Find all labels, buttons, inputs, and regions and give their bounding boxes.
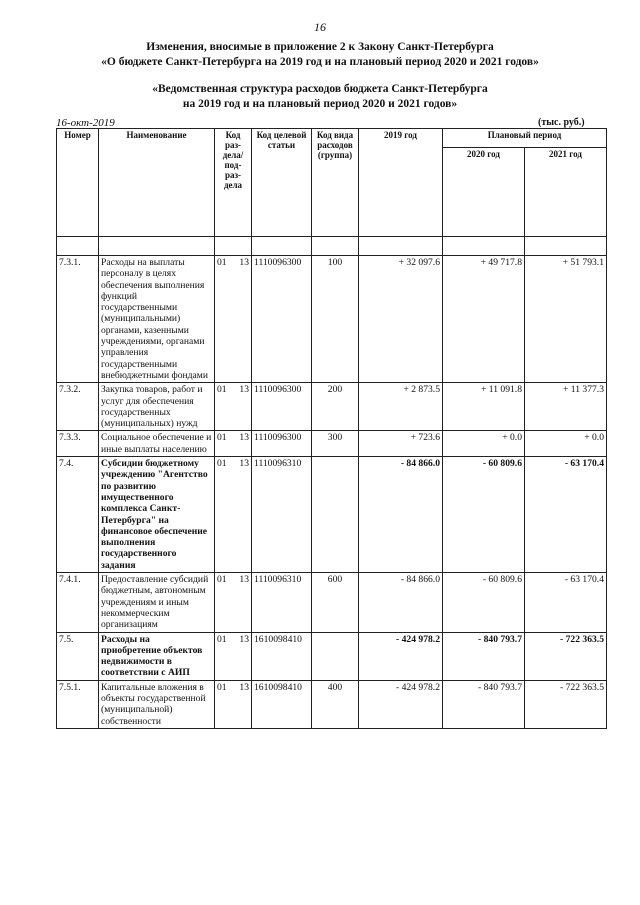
col-header-kind: Код вида расходов (группа) bbox=[312, 129, 359, 237]
row-number: 7.5. bbox=[57, 632, 99, 680]
row-section: 01 bbox=[217, 574, 227, 586]
row-subsection: 13 bbox=[239, 458, 249, 470]
row-value-2020: - 60 809.6 bbox=[443, 573, 525, 632]
row-value-2020: + 11 091.8 bbox=[443, 383, 525, 431]
row-kind-code bbox=[312, 457, 359, 573]
row-name: Социальное обеспечение и иные выплаты населению bbox=[99, 431, 215, 457]
row-section: 01 bbox=[217, 633, 227, 645]
row-name: Расходы на приобретение объектов недвижимости в соответствии с АИП bbox=[99, 632, 215, 680]
table-row bbox=[57, 256, 607, 383]
row-value-2019: - 424 978.2 bbox=[359, 632, 443, 680]
row-target-code: 1610098410 bbox=[252, 680, 312, 728]
row-value-2021: + 11 377.3 bbox=[525, 383, 607, 431]
table-row bbox=[57, 383, 607, 431]
table-row bbox=[57, 632, 607, 680]
row-subsection: 13 bbox=[239, 257, 249, 268]
row-number: 7.3.2. bbox=[57, 383, 99, 431]
row-target-code: 1110096310 bbox=[252, 573, 312, 632]
row-subsection: 13 bbox=[239, 633, 249, 645]
row-section: 01 bbox=[217, 432, 227, 444]
row-value-2020: + 0.0 bbox=[443, 431, 525, 457]
row-section: 01 bbox=[217, 257, 227, 268]
row-section-code bbox=[215, 573, 252, 632]
col-header-2020: 2020 год bbox=[443, 148, 525, 237]
row-section: 01 bbox=[217, 384, 227, 396]
row-number: 7.4. bbox=[57, 457, 99, 573]
row-target-code: 1110096300 bbox=[252, 383, 312, 431]
table-row bbox=[57, 457, 607, 573]
col-header-2019: 2019 год bbox=[359, 129, 443, 237]
row-target-code: 1610098410 bbox=[252, 632, 312, 680]
row-target-code: 1110096300 bbox=[252, 256, 312, 383]
row-value-2019: + 32 097.6 bbox=[359, 256, 443, 383]
row-number: 7.5.1. bbox=[57, 680, 99, 728]
row-value-2021: + 51 793.1 bbox=[525, 256, 607, 383]
row-subsection: 13 bbox=[239, 432, 249, 444]
row-target-code: 1110096300 bbox=[252, 431, 312, 457]
col-header-number: Номер bbox=[57, 129, 99, 237]
row-name: Расходы на выплаты персоналу в целях обеспечения выполнения функций государственными (муниципальными) органами, казенными учреждениями, органами управления государственными внебюджетными фондами bbox=[99, 256, 215, 383]
row-subsection: 13 bbox=[239, 681, 249, 693]
row-name: Предоставление субсидий бюджетным, автономным учреждениям и иным некоммерческим организациям bbox=[99, 573, 215, 632]
row-section-code bbox=[215, 457, 252, 573]
row-section: 01 bbox=[217, 458, 227, 470]
row-section-code bbox=[215, 431, 252, 457]
row-value-2020: - 60 809.6 bbox=[443, 457, 525, 573]
row-value-2021: - 63 170.4 bbox=[525, 573, 607, 632]
row-kind-code bbox=[312, 632, 359, 680]
units-label: (тыс. руб.) bbox=[538, 117, 585, 128]
row-name: Закупка товаров, работ и услуг для обеспечения государственных (муниципальных) нужд bbox=[99, 383, 215, 431]
document-date: 16-окт-2019 bbox=[56, 117, 115, 129]
row-value-2021: - 63 170.4 bbox=[525, 457, 607, 573]
row-kind-code: 100 bbox=[312, 256, 359, 383]
row-value-2019: - 84 866.0 bbox=[359, 457, 443, 573]
heading-line: «О бюджете Санкт-Петербурга на 2019 год и на плановый период 2020 и 2021 годов» bbox=[101, 56, 539, 68]
table-row bbox=[57, 680, 607, 728]
row-value-2020: - 840 793.7 bbox=[443, 680, 525, 728]
heading-line: на 2019 год и на плановый период 2020 и 2021 годов» bbox=[182, 98, 458, 110]
row-section-code bbox=[215, 680, 252, 728]
row-value-2019: + 2 873.5 bbox=[359, 383, 443, 431]
row-name: Капитальные вложения в объекты государственной (муниципальной) собственности bbox=[99, 680, 215, 728]
row-section: 01 bbox=[217, 681, 227, 693]
table-row bbox=[57, 573, 607, 632]
budget-table bbox=[56, 128, 607, 729]
row-value-2019: - 84 866.0 bbox=[359, 573, 443, 632]
row-kind-code: 200 bbox=[312, 383, 359, 431]
page-number: 16 bbox=[314, 20, 326, 34]
col-header-planned: Плановый период bbox=[443, 129, 607, 148]
row-name: Субсидии бюджетному учреждению "Агентство по развитию имущественного комплекса Санкт-Петербурга" на финансовое обеспечение выполнения государственного задания bbox=[99, 457, 215, 573]
row-number: 7.4.1. bbox=[57, 573, 99, 632]
row-value-2021: - 722 363.5 bbox=[525, 632, 607, 680]
row-value-2021: + 0.0 bbox=[525, 431, 607, 457]
row-subsection: 13 bbox=[239, 384, 249, 396]
row-number: 7.3.3. bbox=[57, 431, 99, 457]
table-spacer-row bbox=[57, 237, 607, 256]
row-value-2020: + 49 717.8 bbox=[443, 256, 525, 383]
document-heading bbox=[0, 40, 640, 70]
row-subsection: 13 bbox=[239, 574, 249, 586]
row-value-2019: - 424 978.2 bbox=[359, 680, 443, 728]
row-target-code: 1110096310 bbox=[252, 457, 312, 573]
row-kind-code: 300 bbox=[312, 431, 359, 457]
heading-line: «Ведомственная структура расходов бюджета Санкт-Петербурга bbox=[152, 83, 488, 95]
table-row bbox=[57, 431, 607, 457]
row-kind-code: 400 bbox=[312, 680, 359, 728]
row-value-2019: + 723.6 bbox=[359, 431, 443, 457]
col-header-section: Код раз-дела/ под-раз-дела bbox=[215, 129, 252, 237]
document-subheading bbox=[0, 82, 640, 112]
col-header-2021: 2021 год bbox=[525, 148, 607, 237]
col-header-name: Наименование bbox=[99, 129, 215, 237]
row-value-2020: - 840 793.7 bbox=[443, 632, 525, 680]
col-header-target: Код целевой статьи bbox=[252, 129, 312, 237]
row-kind-code: 600 bbox=[312, 573, 359, 632]
row-value-2021: - 722 363.5 bbox=[525, 680, 607, 728]
row-section-code bbox=[215, 383, 252, 431]
row-number: 7.3.1. bbox=[57, 256, 99, 383]
heading-line: Изменения, вносимые в приложение 2 к Закону Санкт-Петербурга bbox=[146, 41, 494, 53]
row-section-code bbox=[215, 256, 252, 383]
row-section-code bbox=[215, 632, 252, 680]
